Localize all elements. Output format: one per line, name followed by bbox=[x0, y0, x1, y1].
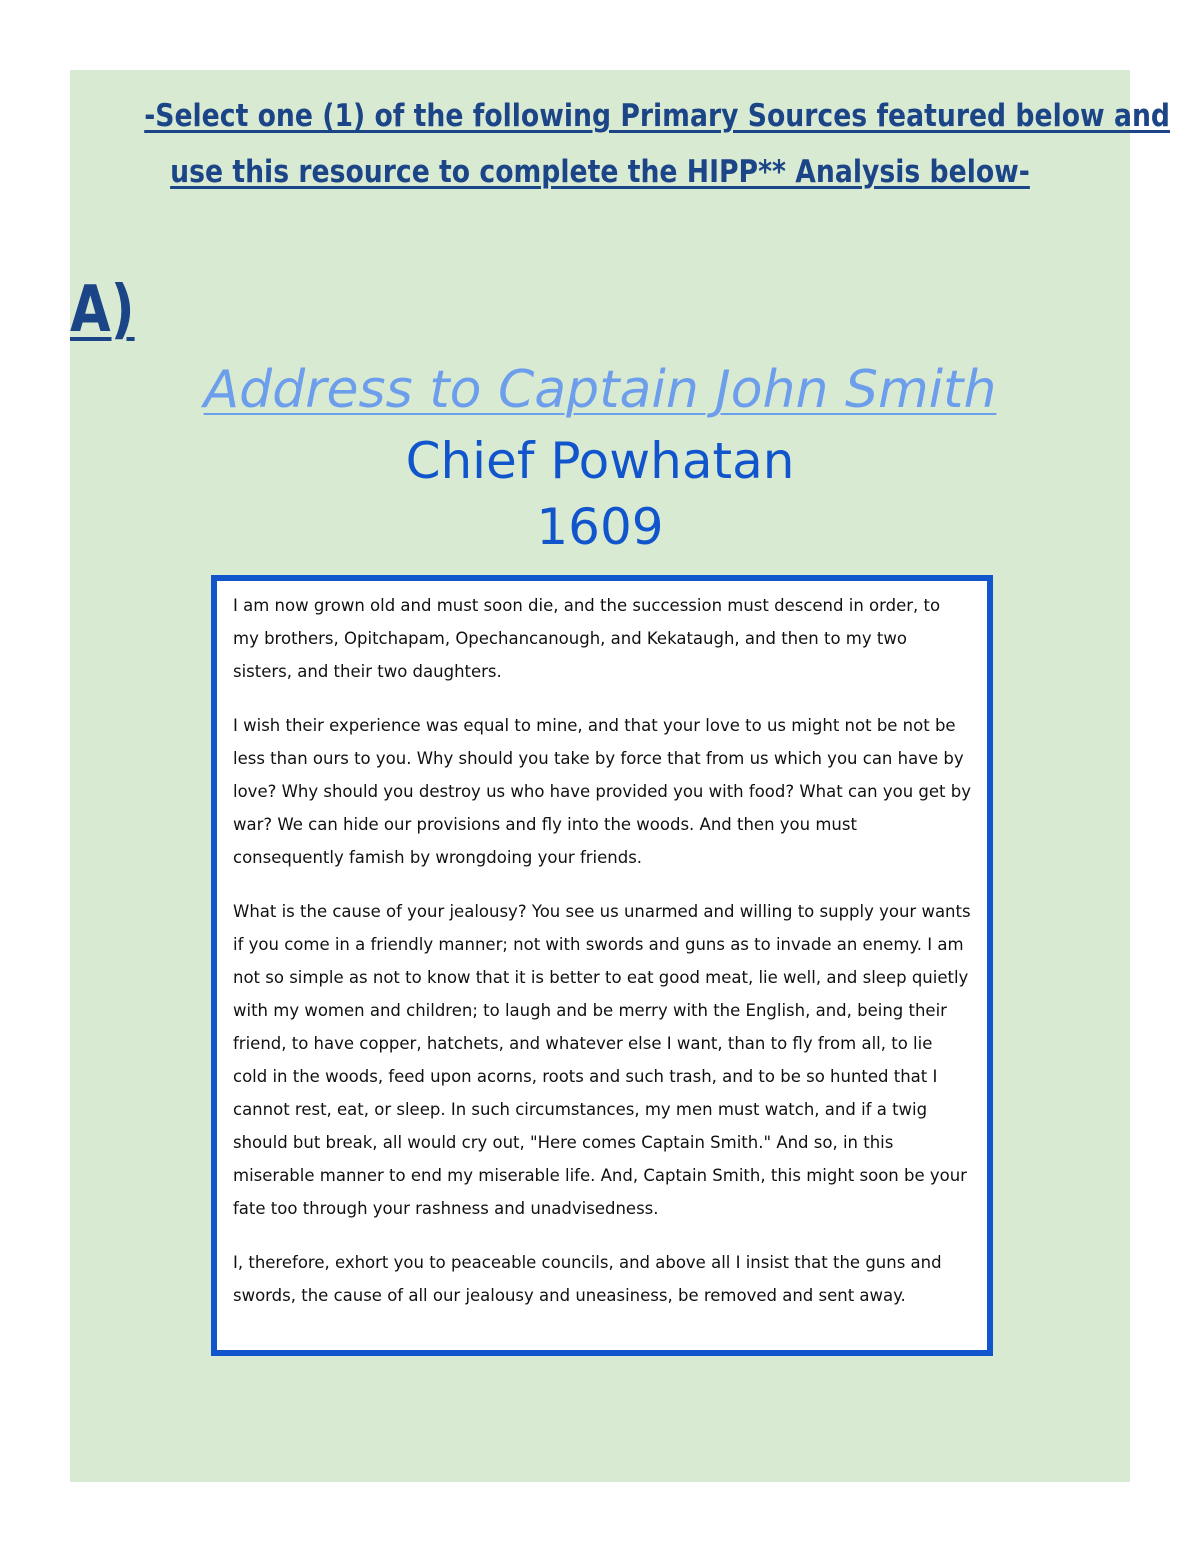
document-author: Chief Powhatan bbox=[405, 432, 795, 490]
instruction-line-2: use this resource to complete the HIPP** Analysis below- bbox=[170, 154, 1030, 190]
excerpt-paragraph: What is the cause of your jealousy? You see us unarmed and willing to supply your wants if you come in a friendly manner; not with swords and guns as to invade an enemy. I am not so simple as not to know that it is better to eat good meat, lie well, and sleep quietly with my women and children; to laugh and be merry with the English, and, being their friend, to have copper, hatchets, and whatever else I want, than to fly from all, to lie cold in the woods, feed upon acorns, roots and such trash, and to be so hunted that I cannot rest, eat, or sleep. In such circumstances, my men must watch, and if a twig should but break, all would cry out, "Here comes Captain Smith." And so, in this miserable manner to end my miserable life. And, Captain Smith, this might soon be your fate too through your rashness and unadvisedness. bbox=[233, 902, 971, 1218]
assignment-panel bbox=[70, 70, 1171, 1482]
excerpt-paragraph: I wish their experience was equal to mine, and that your love to us might not be not be less than ours to you. Why should you take by force that from us which you can have by love? Why should you destroy us who have provided you with food? What can you get by war? We can hide our provisions and fly into the woods. And then you must consequently famish by wrongdoing your friends. bbox=[233, 716, 971, 867]
excerpt-paragraph: I am now grown old and must soon die, and the succession must descend in order, to my brothers, Opitchapam, Opechancanough, and Kekataugh, and then to my two sisters, and their two daughters. bbox=[233, 596, 941, 681]
section-label: A) bbox=[70, 273, 135, 347]
instruction-heading bbox=[144, 88, 1171, 200]
document-year: 1609 bbox=[536, 498, 664, 556]
excerpt-paragraph: I, therefore, exhort you to peaceable councils, and above all I insist that the guns and swords, the cause of all our jealousy and uneasiness, be removed and sent away. bbox=[233, 1253, 942, 1305]
instruction-line-1: -Select one (1) of the following Primary Sources featured below and bbox=[144, 98, 1171, 134]
primary-source-excerpt bbox=[211, 575, 993, 1356]
document-title: Address to Captain John Smith bbox=[203, 360, 997, 420]
